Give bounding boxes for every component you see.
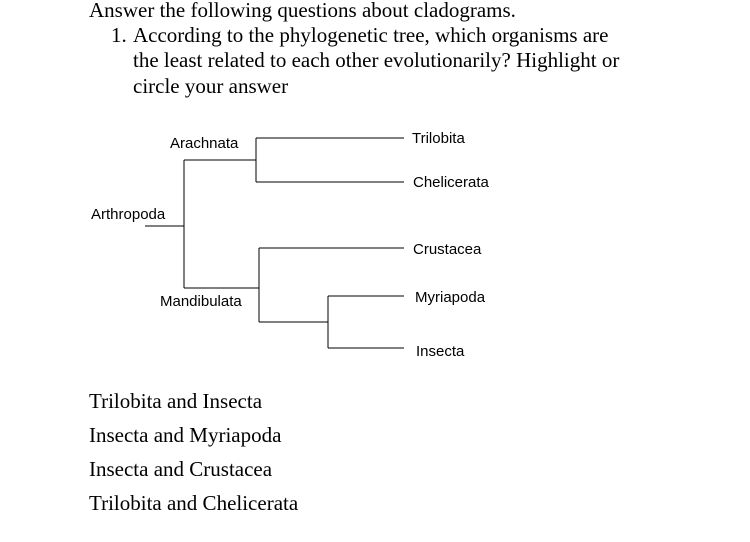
answer-option-trilobita-chelicerata[interactable]: Trilobita and Chelicerata bbox=[89, 491, 299, 515]
label-crustacea: Crustacea bbox=[413, 241, 482, 258]
label-insecta: Insecta bbox=[416, 343, 465, 360]
label-mandibulata: Mandibulata bbox=[160, 293, 242, 310]
label-trilobita: Trilobita bbox=[412, 130, 465, 147]
label-arachnata: Arachnata bbox=[170, 135, 239, 152]
question-number: 1. bbox=[111, 23, 127, 47]
answer-option-trilobita-insecta[interactable]: Trilobita and Insecta bbox=[89, 389, 263, 413]
question-text-line-2: the least related to each other evolutionarily? Highlight or bbox=[133, 48, 620, 72]
question-text-line-1: According to the phylogenetic tree, which organisms are bbox=[133, 23, 609, 47]
instructions-text: Answer the following questions about cladograms. bbox=[89, 0, 516, 22]
question-text-line-3: circle your answer bbox=[133, 74, 289, 98]
answer-option-insecta-myriapoda[interactable]: Insecta and Myriapoda bbox=[89, 423, 282, 447]
label-myriapoda: Myriapoda bbox=[415, 289, 486, 306]
answer-option-insecta-crustacea[interactable]: Insecta and Crustacea bbox=[89, 457, 273, 481]
label-chelicerata: Chelicerata bbox=[413, 174, 489, 191]
label-arthropoda: Arthropoda bbox=[91, 206, 166, 223]
